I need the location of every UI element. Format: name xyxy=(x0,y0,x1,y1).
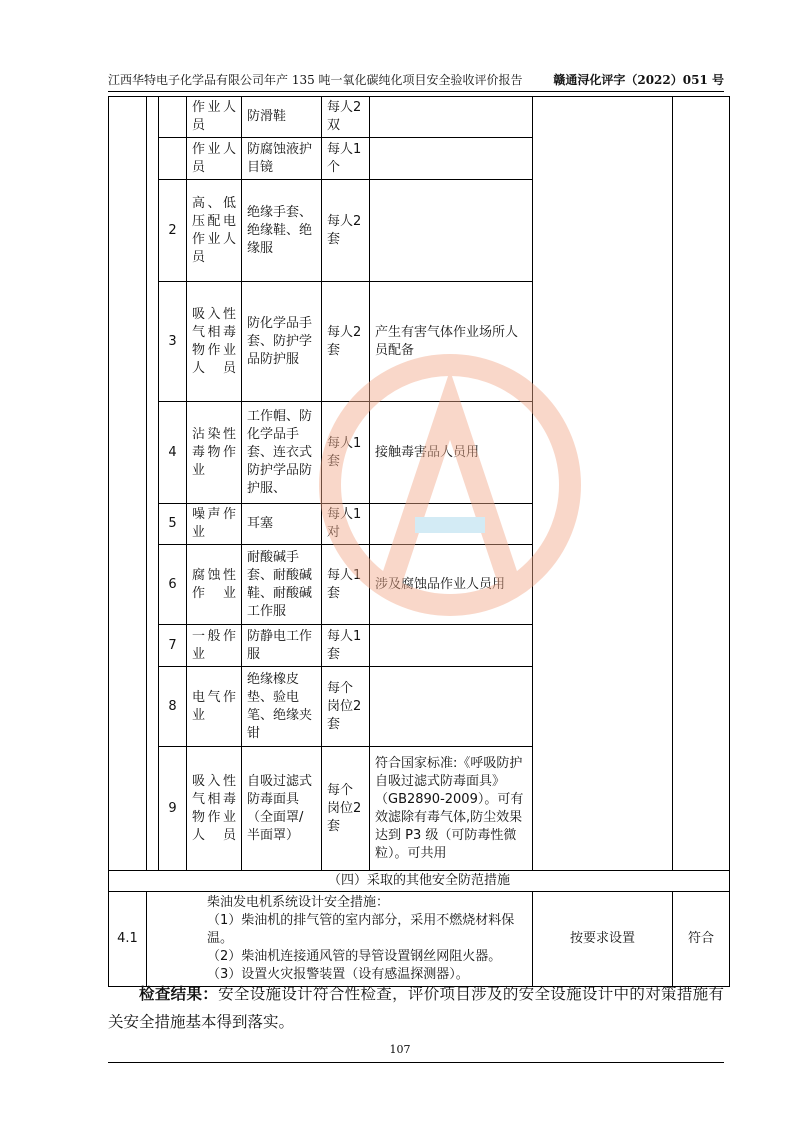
footer-rule xyxy=(108,1062,724,1063)
requirement-blank-cell xyxy=(533,97,673,871)
protective-equipment: 防化学品手套、防护学品防护服 xyxy=(242,282,322,402)
outer-blank-cell xyxy=(109,97,147,871)
report-number: 赣通浔化评字（2022）051 号 xyxy=(553,73,724,87)
allocation-amount: 每人2套 xyxy=(322,282,370,402)
usage-note: 产生有害气体作业场所人员配备 xyxy=(370,282,533,402)
row-number xyxy=(159,97,187,138)
usage-note: 符合国家标准:《呼吸防护 自吸过滤式防毒面具》（GB2890-2009）。可有效滤除有毒气体,防尘效果达到 P3 级（可防毒性微粒）。可共用 xyxy=(370,747,533,871)
usage-note xyxy=(370,180,533,282)
row-number: 2 xyxy=(159,180,187,282)
safety-facility-table xyxy=(108,96,730,987)
page-header xyxy=(108,69,724,92)
protective-equipment: 耳塞 xyxy=(242,504,322,545)
row-number xyxy=(159,138,187,180)
result-label: 检查结果： xyxy=(139,984,219,1003)
allocation-amount: 每个岗位2套 xyxy=(322,667,370,747)
work-category: 吸入性气相毒物作业人员 xyxy=(187,282,242,402)
work-category: 电气作业 xyxy=(187,667,242,747)
usage-note xyxy=(370,138,533,180)
measure-description xyxy=(147,892,533,987)
usage-note xyxy=(370,504,533,545)
conformity-blank-cell xyxy=(673,97,730,871)
protective-equipment: 防滑鞋 xyxy=(242,97,322,138)
protective-equipment: 绝缘手套、绝缘鞋、绝缘服 xyxy=(242,180,322,282)
page-number: 107 xyxy=(389,1043,411,1056)
measure-line: （1）柴油机的排气管的室内部分，采用不燃烧材料保温。 xyxy=(207,913,515,946)
work-category: 沾染性毒物作业 xyxy=(187,402,242,504)
row-number: 6 xyxy=(159,545,187,625)
row-number: 3 xyxy=(159,282,187,402)
row-number: 9 xyxy=(159,747,187,871)
usage-note: 接触毒害品人员用 xyxy=(370,402,533,504)
protective-equipment: 绝缘橡皮垫、验电笔、绝缘夹钳 xyxy=(242,667,322,747)
measure-line: （3）设置火灾报警装置（设有感温探测器）。 xyxy=(207,967,469,982)
report-title: 江西华特电子化学品有限公司年产 135 吨一氧化碳纯化项目安全验收评价报告 xyxy=(108,73,523,87)
usage-note xyxy=(370,625,533,667)
row-number: 7 xyxy=(159,625,187,667)
allocation-amount: 每人1套 xyxy=(322,625,370,667)
work-category: 高、低压配电作业人员 xyxy=(187,180,242,282)
allocation-amount: 每人1对 xyxy=(322,504,370,545)
allocation-amount: 每个岗位2套 xyxy=(322,747,370,871)
row-number: 4 xyxy=(159,402,187,504)
allocation-amount: 每人1套 xyxy=(322,545,370,625)
protective-equipment: 耐酸碱手套、耐酸碱鞋、耐酸碱工作服 xyxy=(242,545,322,625)
work-category: 一般作业 xyxy=(187,625,242,667)
ppe-row xyxy=(109,97,730,138)
work-category: 作业人员 xyxy=(187,138,242,180)
requirement-status: 按要求设置 xyxy=(533,892,673,987)
section-title-row xyxy=(109,871,730,892)
protective-equipment: 防腐蚀液护目镜 xyxy=(242,138,322,180)
protective-equipment: 自吸过滤式防毒面具（全面罩/半面罩） xyxy=(242,747,322,871)
protective-equipment: 工作帽、防化学品手套、连衣式防护学品防护服、 xyxy=(242,402,322,504)
measure-row xyxy=(109,892,730,987)
work-category: 腐蚀性作业 xyxy=(187,545,242,625)
measure-line: （2）柴油机连接通风管的导管设置钢丝网阻火器。 xyxy=(207,949,502,964)
conformity-status: 符合 xyxy=(673,892,730,987)
work-category: 作业人员 xyxy=(187,97,242,138)
row-number: 8 xyxy=(159,667,187,747)
usage-note xyxy=(370,667,533,747)
section-title: （四）采取的其他安全防范措施 xyxy=(109,871,730,892)
result-text: 安全设施设计符合性检查，评价项目涉及的安全设施设计中的对策措施有关安全措施基本得到落实。 xyxy=(108,985,724,1031)
allocation-amount: 每人1个 xyxy=(322,138,370,180)
measure-line: 柴油发电机系统设计安全措施： xyxy=(207,895,390,910)
inspection-result xyxy=(108,980,724,1036)
protective-equipment: 防静电工作服 xyxy=(242,625,322,667)
usage-note: 涉及腐蚀品作业人员用 xyxy=(370,545,533,625)
allocation-amount: 每人2双 xyxy=(322,97,370,138)
allocation-amount: 每人1套 xyxy=(322,402,370,504)
inner-blank-cell xyxy=(147,97,159,871)
usage-note xyxy=(370,97,533,138)
row-number: 5 xyxy=(159,504,187,545)
allocation-amount: 每人2套 xyxy=(322,180,370,282)
work-category: 噪声作业 xyxy=(187,504,242,545)
work-category: 吸入性气相毒物作业人员 xyxy=(187,747,242,871)
measure-number: 4.1 xyxy=(109,892,147,987)
